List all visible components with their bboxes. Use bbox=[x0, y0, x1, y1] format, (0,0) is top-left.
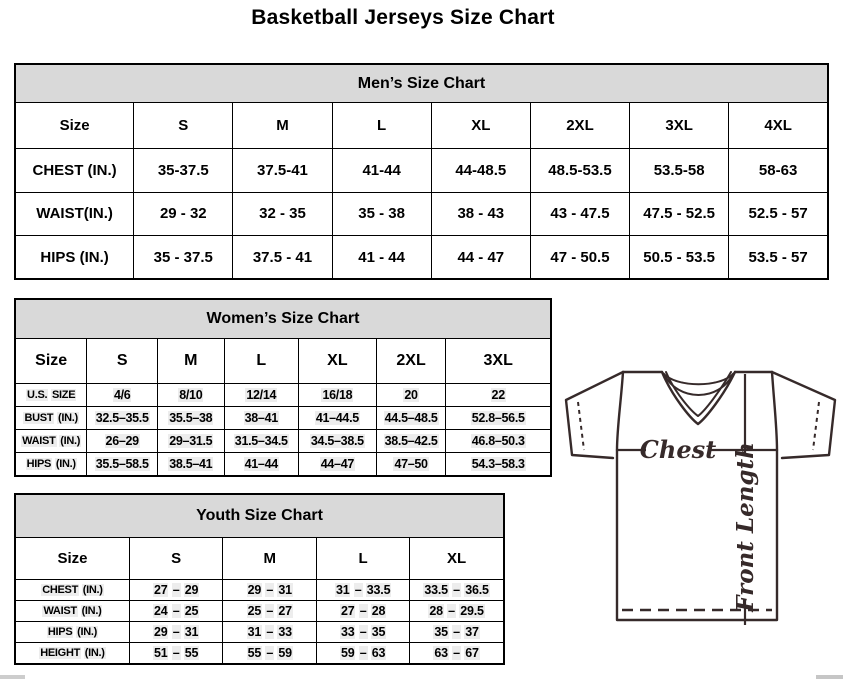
value-token: 35.5–58.5 bbox=[95, 456, 149, 471]
value-cell bbox=[299, 384, 377, 407]
value-token: – bbox=[359, 625, 367, 639]
value-cell bbox=[224, 407, 299, 430]
value-cell: 41-44 bbox=[332, 149, 431, 193]
value-token: 41–44 bbox=[244, 456, 278, 471]
value-cell: 58-63 bbox=[729, 149, 828, 193]
jersey-measurement-diagram bbox=[560, 362, 841, 634]
value-cell bbox=[317, 580, 410, 601]
value-token: 54.3–58.3 bbox=[471, 456, 525, 471]
value-token: 35 bbox=[371, 625, 386, 639]
column-header-cell: L bbox=[332, 103, 431, 149]
value-cell bbox=[224, 384, 299, 407]
page-title: Basketball Jerseys Size Chart bbox=[251, 6, 555, 29]
value-token: 37 bbox=[465, 625, 479, 639]
value-token: 29.5 bbox=[460, 604, 484, 618]
value-token: – bbox=[266, 625, 274, 639]
value-token: 46.8–50.3 bbox=[471, 434, 525, 448]
column-header-cell: M bbox=[223, 538, 317, 580]
value-token: CHEST bbox=[42, 584, 79, 596]
table-row bbox=[15, 453, 551, 476]
value-token: 51 bbox=[153, 645, 168, 660]
row-label-cell bbox=[15, 622, 129, 643]
value-token: 27 bbox=[278, 604, 292, 618]
jersey-outline bbox=[566, 372, 835, 620]
value-token: 29 bbox=[153, 625, 168, 639]
value-token: 16/18 bbox=[322, 388, 353, 402]
value-token: 38.5–42.5 bbox=[384, 434, 438, 448]
column-header-cell: M bbox=[158, 339, 224, 384]
value-token: – bbox=[172, 604, 180, 618]
value-token: – bbox=[453, 645, 460, 660]
table-caption-row bbox=[15, 494, 504, 538]
table-row bbox=[15, 236, 828, 280]
value-token: – bbox=[448, 604, 455, 618]
value-token: 59 bbox=[340, 645, 355, 660]
table-row bbox=[15, 643, 504, 664]
value-cell: 48.5-53.5 bbox=[530, 149, 629, 193]
value-token: 31 bbox=[278, 583, 292, 597]
table-row bbox=[15, 601, 504, 622]
table-row bbox=[15, 430, 551, 453]
value-token: (IN.) bbox=[82, 584, 103, 596]
row-label-cell: CHEST (IN.) bbox=[15, 149, 134, 193]
column-header-cell: 2XL bbox=[376, 339, 446, 384]
table-title: Men’s Size Chart bbox=[15, 64, 828, 103]
value-cell: 47.5 - 52.5 bbox=[630, 192, 729, 236]
table-header-row bbox=[15, 538, 504, 580]
value-token: U.S. bbox=[27, 389, 48, 401]
value-token: (IN.) bbox=[60, 435, 81, 447]
value-cell bbox=[376, 453, 446, 476]
column-header-cell: XL bbox=[431, 103, 530, 149]
value-cell bbox=[87, 430, 158, 453]
value-token: 44–47 bbox=[320, 456, 354, 471]
value-cell: 47 - 50.5 bbox=[530, 236, 629, 280]
value-token: 28 bbox=[429, 604, 443, 618]
value-cell: 41 - 44 bbox=[332, 236, 431, 280]
value-token: HIPS bbox=[47, 626, 73, 638]
value-cell bbox=[376, 430, 446, 453]
value-token: 55 bbox=[247, 645, 262, 660]
value-cell: 35 - 38 bbox=[332, 192, 431, 236]
value-cell bbox=[224, 430, 299, 453]
value-token: 52.8–56.5 bbox=[471, 411, 525, 425]
row-label-cell bbox=[15, 643, 129, 664]
value-token: 12/14 bbox=[246, 388, 277, 402]
value-token: 33.5 bbox=[366, 583, 391, 597]
table-row bbox=[15, 580, 504, 601]
value-token: 27 bbox=[340, 604, 355, 618]
value-token: – bbox=[359, 645, 367, 660]
value-token: 20 bbox=[404, 388, 418, 402]
value-cell bbox=[410, 622, 504, 643]
value-cell bbox=[317, 601, 410, 622]
table-title: Youth Size Chart bbox=[15, 494, 504, 538]
value-cell bbox=[223, 580, 317, 601]
column-header-cell: S bbox=[134, 103, 233, 149]
value-cell bbox=[317, 622, 410, 643]
value-cell: 43 - 47.5 bbox=[530, 192, 629, 236]
value-cell: 53.5 - 57 bbox=[729, 236, 828, 280]
value-cell: 29 - 32 bbox=[134, 192, 233, 236]
value-token: 25 bbox=[247, 604, 262, 618]
column-header-cell: 2XL bbox=[530, 103, 629, 149]
value-cell bbox=[87, 407, 158, 430]
table-header-row bbox=[15, 339, 551, 384]
value-cell bbox=[158, 407, 224, 430]
value-cell: 44 - 47 bbox=[431, 236, 530, 280]
column-header-cell: 3XL bbox=[446, 339, 551, 384]
value-token: 4/6 bbox=[113, 388, 131, 402]
value-cell bbox=[129, 601, 222, 622]
value-cell: 50.5 - 53.5 bbox=[630, 236, 729, 280]
value-cell: 35 - 37.5 bbox=[134, 236, 233, 280]
value-cell: 52.5 - 57 bbox=[729, 192, 828, 236]
value-token: 33 bbox=[278, 625, 292, 639]
womens-size-table bbox=[14, 298, 552, 477]
value-token: – bbox=[354, 583, 362, 597]
value-token: 44.5–48.5 bbox=[384, 411, 438, 425]
value-token: (IN.) bbox=[77, 626, 98, 638]
value-cell: 53.5-58 bbox=[630, 149, 729, 193]
value-cell bbox=[158, 430, 224, 453]
value-token: 33 bbox=[340, 625, 355, 639]
value-token: 32.5–35.5 bbox=[95, 411, 149, 425]
table-row bbox=[15, 192, 828, 236]
value-cell bbox=[87, 384, 158, 407]
value-token: 29–31.5 bbox=[169, 434, 213, 448]
chest-measure-label: Chest bbox=[639, 435, 717, 464]
value-token: (IN.) bbox=[55, 457, 76, 470]
value-cell bbox=[410, 643, 504, 664]
value-token: 26–29 bbox=[105, 434, 139, 448]
value-token: 59 bbox=[278, 645, 292, 660]
value-cell: 37.5 - 41 bbox=[233, 236, 332, 280]
value-cell bbox=[446, 453, 551, 476]
value-token: 8/10 bbox=[179, 388, 203, 402]
value-cell bbox=[299, 453, 377, 476]
value-token: WAIST bbox=[43, 605, 77, 617]
column-header-cell: S bbox=[87, 339, 158, 384]
value-token: 29 bbox=[247, 583, 262, 597]
value-token: 22 bbox=[491, 388, 505, 402]
value-cell: 35-37.5 bbox=[134, 149, 233, 193]
column-header-cell: Size bbox=[15, 103, 134, 149]
value-cell bbox=[223, 622, 317, 643]
value-token: WAIST bbox=[22, 435, 56, 447]
value-token: – bbox=[172, 625, 180, 639]
value-token: 27 bbox=[153, 583, 168, 597]
value-token: 36.5 bbox=[465, 583, 489, 597]
value-cell bbox=[317, 643, 410, 664]
column-header-cell: 3XL bbox=[630, 103, 729, 149]
row-label-cell bbox=[15, 430, 87, 453]
value-token: (IN.) bbox=[57, 412, 78, 424]
value-token: – bbox=[172, 645, 180, 660]
row-label-cell bbox=[15, 580, 129, 601]
value-cell bbox=[376, 407, 446, 430]
column-header-cell: Size bbox=[15, 339, 87, 384]
value-cell bbox=[129, 643, 222, 664]
value-cell bbox=[87, 453, 158, 476]
value-token: 31 bbox=[184, 625, 199, 639]
table-row bbox=[15, 149, 828, 193]
column-header-cell: L bbox=[317, 538, 410, 580]
scrollbar-fragment-right[interactable] bbox=[816, 675, 843, 679]
value-token: 35 bbox=[434, 625, 448, 639]
row-label-cell bbox=[15, 407, 87, 430]
value-token: SIZE bbox=[52, 389, 76, 401]
value-cell: 32 - 35 bbox=[233, 192, 332, 236]
column-header-cell: L bbox=[224, 339, 299, 384]
row-label-cell bbox=[15, 453, 87, 476]
table-caption-row bbox=[15, 299, 551, 339]
value-token: 31 bbox=[247, 625, 262, 639]
value-cell: 44-48.5 bbox=[431, 149, 530, 193]
value-cell bbox=[158, 453, 224, 476]
value-token: – bbox=[266, 645, 274, 660]
table-caption-row bbox=[15, 64, 828, 103]
value-token: 28 bbox=[371, 604, 386, 618]
value-cell bbox=[446, 384, 551, 407]
table-row bbox=[15, 407, 551, 430]
column-header-cell: S bbox=[129, 538, 222, 580]
value-token: 47–50 bbox=[394, 456, 428, 471]
value-cell bbox=[376, 384, 446, 407]
value-token: 34.5–38.5 bbox=[310, 434, 364, 448]
value-token: 63 bbox=[434, 645, 448, 660]
table-row bbox=[15, 622, 504, 643]
value-token: (IN.) bbox=[81, 605, 102, 617]
value-token: 38–41 bbox=[244, 411, 278, 425]
value-token: 41–44.5 bbox=[315, 411, 359, 425]
value-token: – bbox=[453, 625, 460, 639]
value-cell bbox=[223, 601, 317, 622]
column-header-cell: Size bbox=[15, 538, 129, 580]
value-token: – bbox=[172, 583, 180, 597]
value-token: – bbox=[453, 583, 460, 597]
jersey-dashed-seams bbox=[578, 402, 819, 610]
value-token: (IN.) bbox=[84, 646, 105, 659]
column-header-cell: 4XL bbox=[729, 103, 828, 149]
value-token: – bbox=[359, 604, 367, 618]
table-row bbox=[15, 384, 551, 407]
value-token: 38.5–41 bbox=[169, 456, 213, 471]
front-length-measure-label: Front Length bbox=[732, 442, 759, 612]
value-cell: 37.5-41 bbox=[233, 149, 332, 193]
value-token: 63 bbox=[371, 645, 386, 660]
row-label-cell bbox=[15, 601, 129, 622]
value-token: 67 bbox=[465, 645, 479, 660]
value-cell bbox=[223, 643, 317, 664]
value-token: 55 bbox=[184, 645, 199, 660]
value-cell: 38 - 43 bbox=[431, 192, 530, 236]
column-header-cell: XL bbox=[410, 538, 504, 580]
column-header-cell: M bbox=[233, 103, 332, 149]
value-cell bbox=[129, 580, 222, 601]
value-token: 25 bbox=[184, 604, 199, 618]
row-label-cell bbox=[15, 384, 87, 407]
row-label-cell: WAIST(IN.) bbox=[15, 192, 134, 236]
value-cell bbox=[299, 430, 377, 453]
value-cell bbox=[446, 407, 551, 430]
value-token: – bbox=[266, 583, 274, 597]
value-token: – bbox=[266, 604, 274, 618]
value-cell bbox=[158, 384, 224, 407]
scrollbar-fragment-left[interactable] bbox=[0, 675, 25, 679]
youth-size-table bbox=[14, 493, 505, 665]
value-token: HIPS bbox=[26, 457, 52, 470]
value-token: 31.5–34.5 bbox=[234, 434, 288, 448]
table-header-row bbox=[15, 103, 828, 149]
mens-size-table bbox=[14, 63, 829, 280]
value-token: 29 bbox=[184, 583, 199, 597]
value-token: 33.5 bbox=[424, 583, 448, 597]
row-label-cell: HIPS (IN.) bbox=[15, 236, 134, 280]
column-header-cell: XL bbox=[299, 339, 377, 384]
value-cell bbox=[224, 453, 299, 476]
value-token: 35.5–38 bbox=[169, 411, 213, 425]
value-token: HEIGHT bbox=[40, 646, 81, 659]
value-cell bbox=[410, 580, 504, 601]
value-cell bbox=[410, 601, 504, 622]
value-token: 31 bbox=[335, 583, 350, 597]
value-cell bbox=[446, 430, 551, 453]
value-cell bbox=[129, 622, 222, 643]
value-token: BUST bbox=[24, 412, 54, 424]
value-token: 24 bbox=[153, 604, 168, 618]
table-title: Women’s Size Chart bbox=[15, 299, 551, 339]
value-cell bbox=[299, 407, 377, 430]
